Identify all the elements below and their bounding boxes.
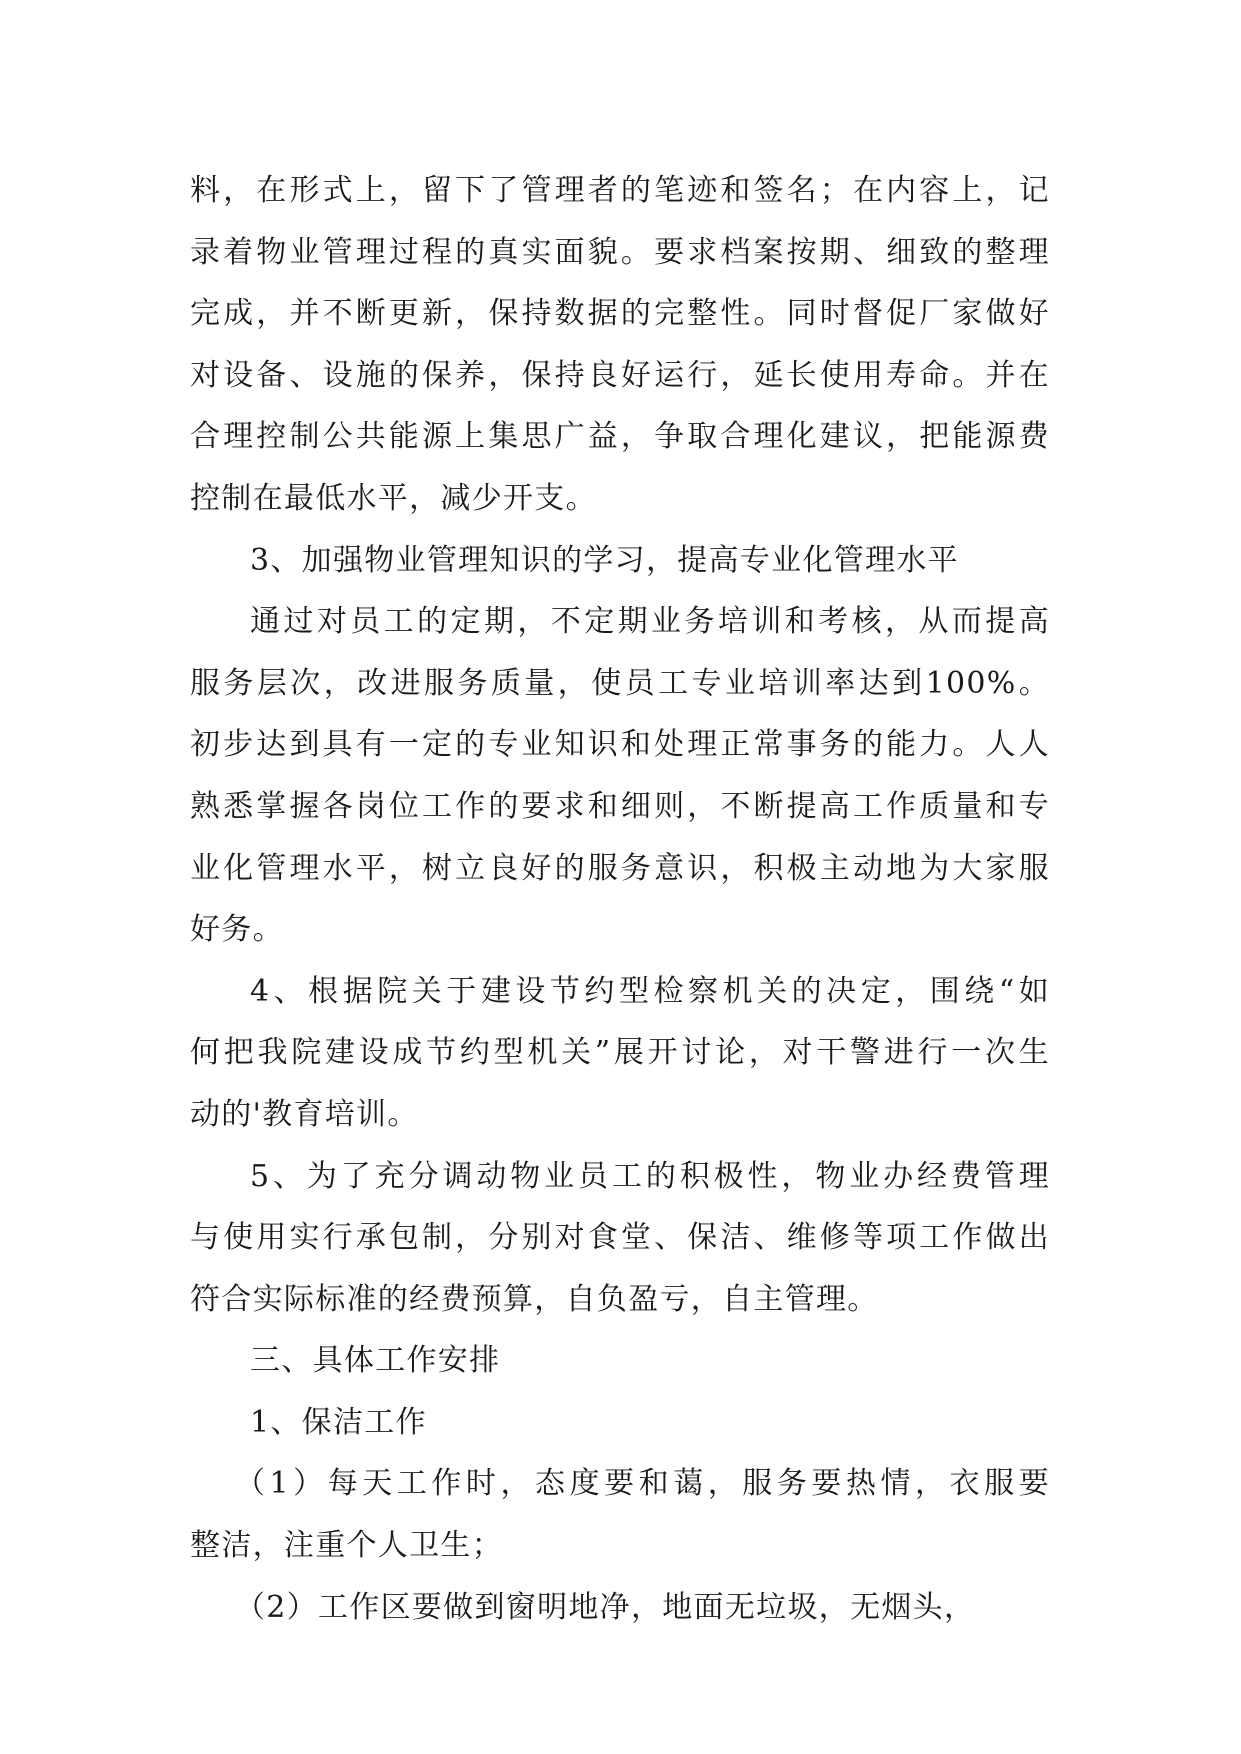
text-line: 好务。 [190, 912, 284, 948]
text-line: 对设备、设施的保养，保持良好运行，延长使用寿命。并在 [190, 357, 1050, 393]
text-line: 初步达到具有一定的专业知识和处理正常事务的能力。人人 [190, 727, 1050, 763]
document-body [190, 160, 1050, 1638]
text-line: 服务层次，改进服务质量，使员工专业培训率达到100%。 [190, 665, 1050, 701]
text-line: 料，在形式上，留下了管理者的笔迹和签名；在内容上，记 [190, 173, 1050, 208]
text-line: 4、根据院关于建设节约型检察机关的决定，围绕“如 [250, 973, 1050, 1009]
text-line: 整洁，注重个人卫生； [190, 1528, 503, 1564]
text-line: 录着物业管理过程的真实面貌。要求档案按期、细致的整理 [190, 234, 1050, 270]
text-line: 合理控制公共能源上集思广益，争取合理化建议，把能源费 [190, 419, 1050, 455]
text-line: 5、为了充分调动物业员工的积极性，物业办经费管理 [250, 1158, 1050, 1194]
text-line: 完成，并不断更新，保持数据的完整性。同时督促厂家做好 [190, 296, 1050, 332]
text-line: 动的'教育培训。 [190, 1096, 419, 1132]
text-line: 业化管理水平，树立良好的服务意识，积极主动地为大家服 [190, 850, 1050, 886]
text-line: 符合实际标准的经费预算，自负盈亏，自主管理。 [190, 1281, 879, 1317]
section-heading: 3、加强物业管理知识的学习，提高专业化管理水平 [250, 542, 959, 578]
subsection-heading: 1、保洁工作 [250, 1404, 427, 1440]
section-heading: 三、具体工作安排 [250, 1343, 501, 1379]
text-line: 控制在最低水平，减少开支。 [190, 480, 597, 516]
text-line: 与使用实行承包制，分别对食堂、保洁、维修等项工作做出 [190, 1220, 1050, 1256]
text-line: （2）工作区要做到窗明地净，地面无垃圾，无烟头， [235, 1589, 976, 1625]
text-line: 何把我院建设成节约型机关”展开讨论，对干警进行一次生 [190, 1035, 1050, 1071]
text-line: （1）每天工作时，态度要和蔼，服务要热情，衣服要 [235, 1466, 1050, 1502]
text-line: 通过对员工的定期，不定期业务培训和考核，从而提高 [250, 604, 1050, 640]
text-line: 熟悉掌握各岗位工作的要求和细则，不断提高工作质量和专 [190, 788, 1050, 824]
